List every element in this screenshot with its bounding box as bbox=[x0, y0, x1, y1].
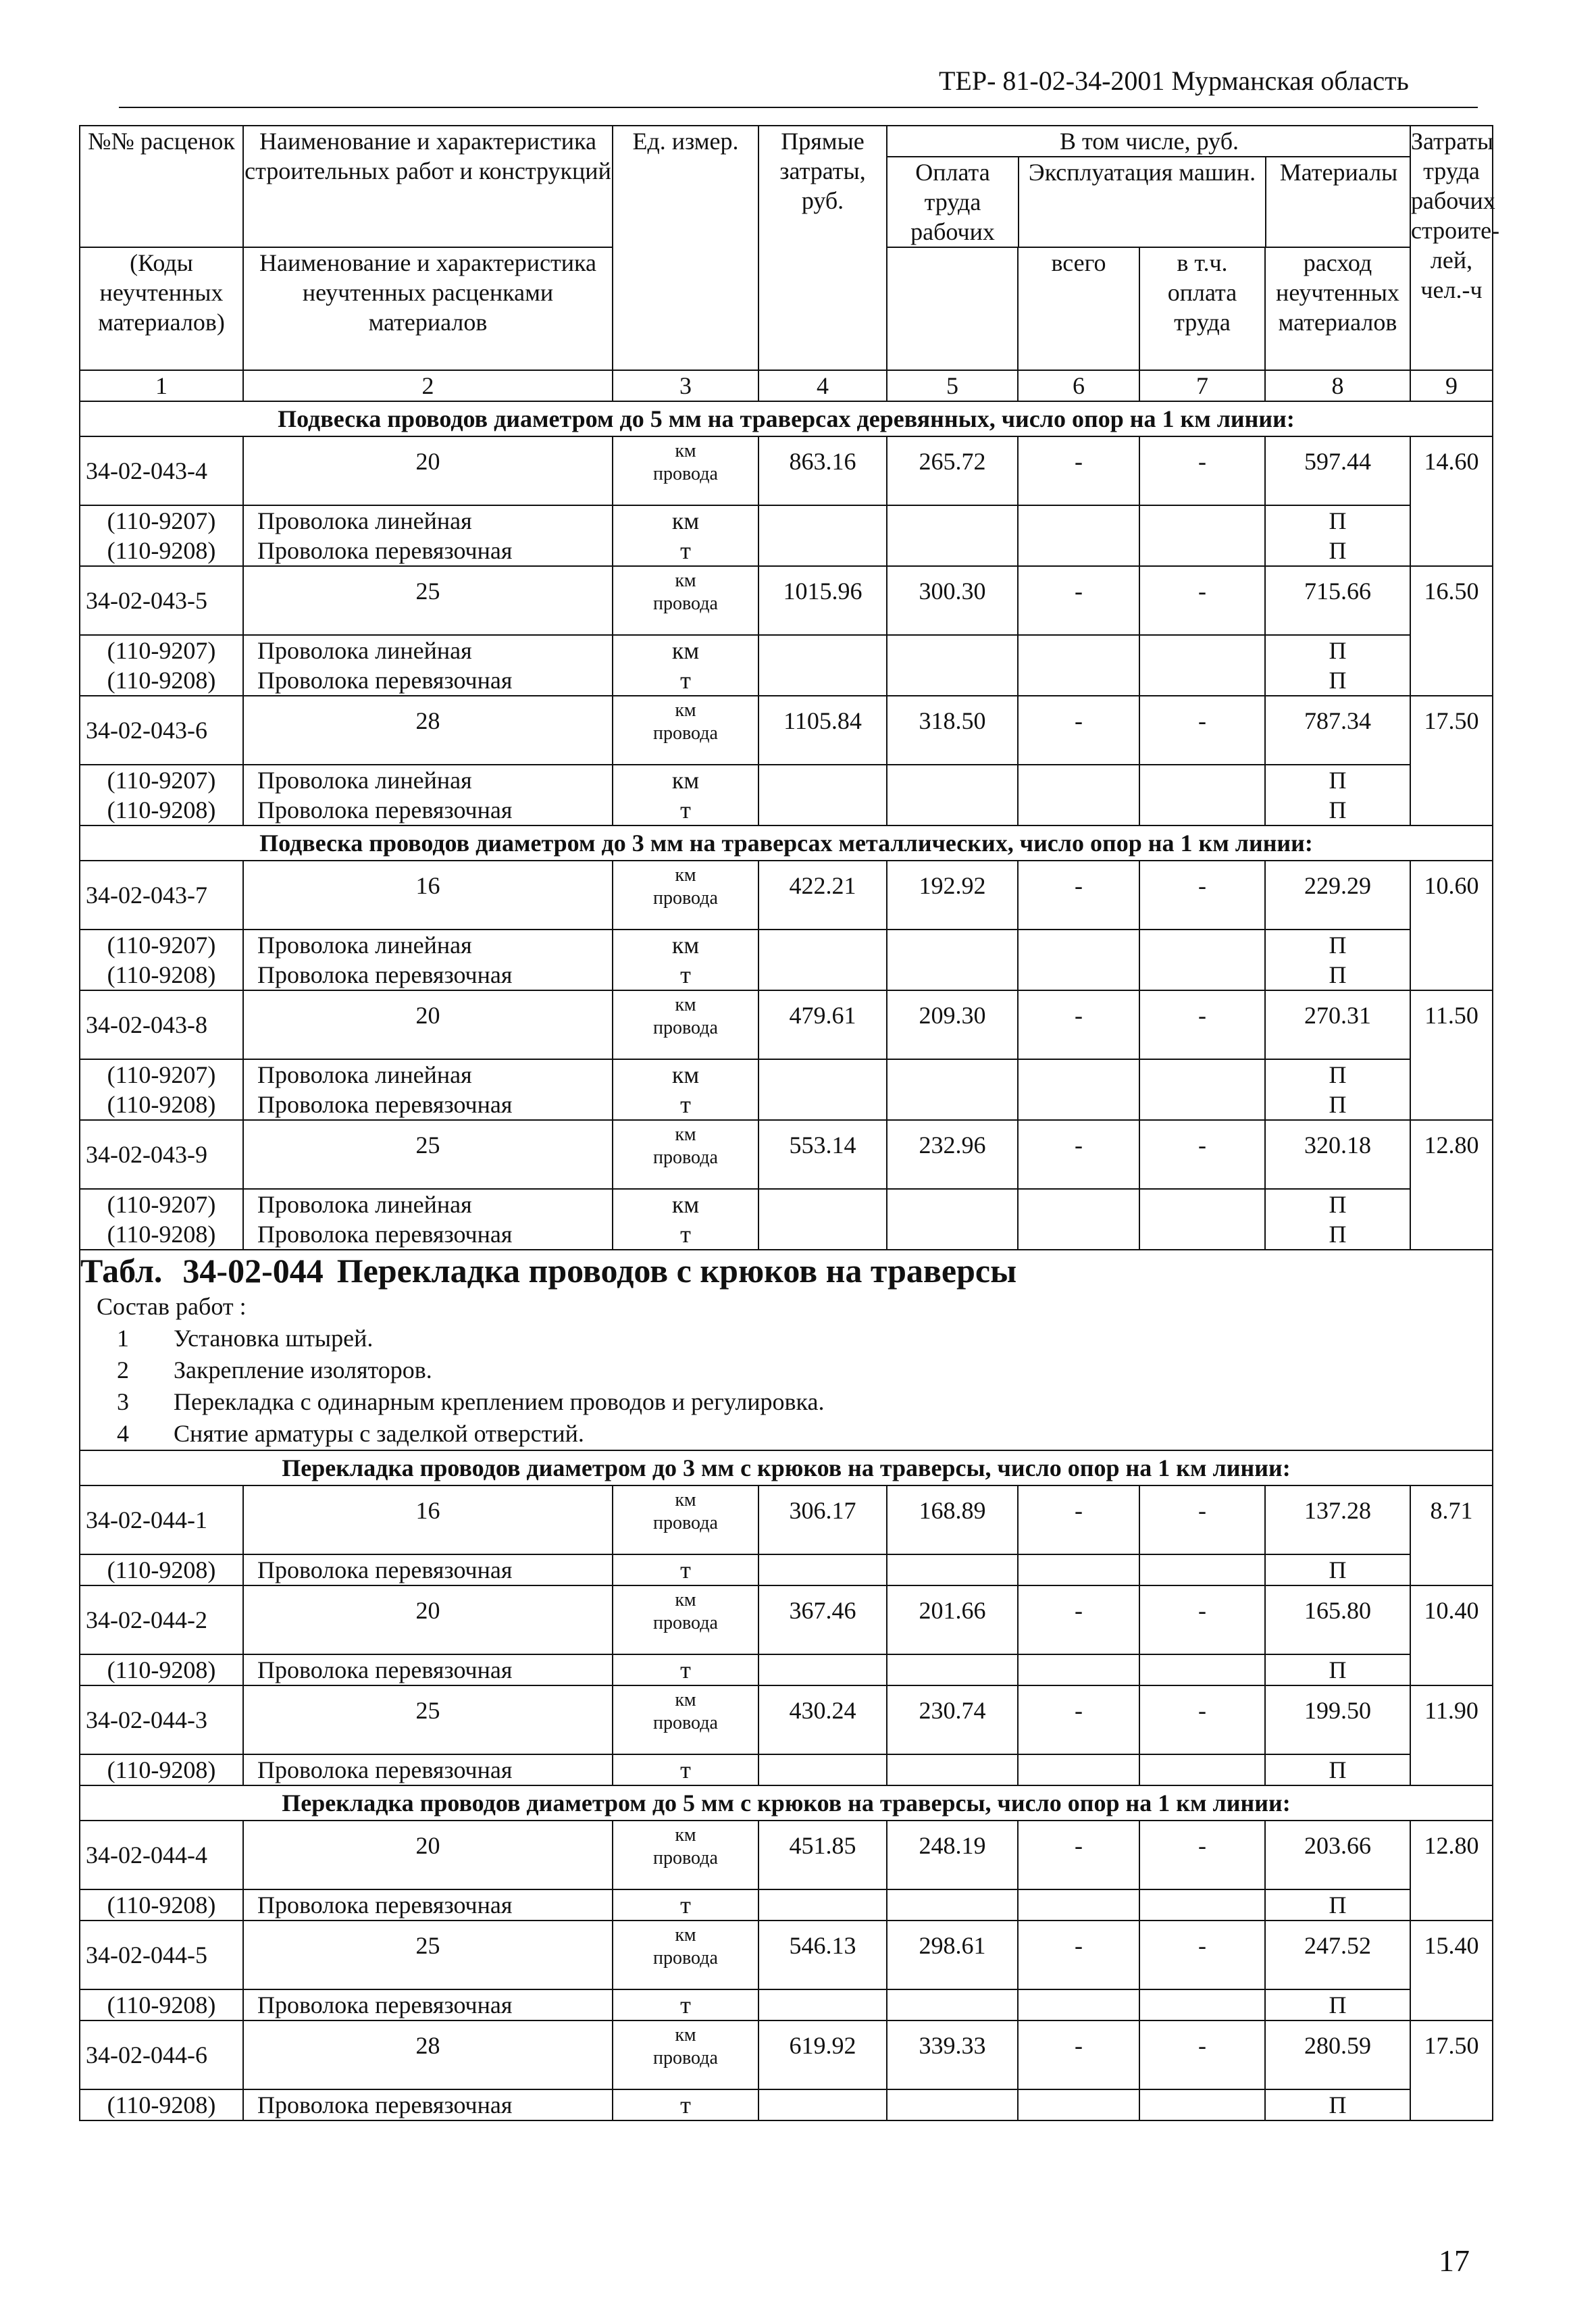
rate-row bbox=[80, 1120, 1493, 1189]
rate-row bbox=[80, 1585, 1493, 1654]
material-flag: П bbox=[1265, 1189, 1410, 1219]
material-name: Проволока линейная bbox=[243, 1059, 613, 1090]
rate-labor-cost: 192.92 bbox=[887, 861, 1018, 930]
column-number: 7 bbox=[1139, 370, 1265, 401]
material-unit: км bbox=[613, 1059, 758, 1090]
rate-materials: 597.44 bbox=[1265, 436, 1410, 505]
material-flag: П bbox=[1265, 1989, 1410, 2020]
rate-machines-total: - bbox=[1018, 861, 1139, 930]
rate-unit: км провода bbox=[613, 2020, 758, 2089]
rate-code: 34-02-044-1 bbox=[80, 1485, 243, 1554]
material-code: (110-9208) bbox=[80, 795, 243, 825]
rate-unit: км провода bbox=[613, 566, 758, 635]
material-code: (110-9208) bbox=[80, 2089, 243, 2120]
column-number: 6 bbox=[1018, 370, 1139, 401]
column-number: 9 bbox=[1410, 370, 1493, 401]
rate-materials: 715.66 bbox=[1265, 566, 1410, 635]
rate-labor-hours: 15.40 bbox=[1410, 1921, 1493, 1989]
column-number: 1 bbox=[80, 370, 243, 401]
rate-machines-total: - bbox=[1018, 990, 1139, 1059]
rate-materials: 270.31 bbox=[1265, 990, 1410, 1059]
material-row bbox=[80, 1989, 1493, 2020]
rate-materials: 280.59 bbox=[1265, 2020, 1410, 2089]
rate-labor-cost: 300.30 bbox=[887, 566, 1018, 635]
rate-machines-labor: - bbox=[1139, 1921, 1265, 1989]
material-name: Проволока перевязочная bbox=[243, 795, 613, 825]
material-unit: т bbox=[613, 665, 758, 696]
material-unit: т bbox=[613, 960, 758, 990]
rate-direct-cost: 619.92 bbox=[758, 2020, 887, 2089]
rate-labor-cost: 232.96 bbox=[887, 1120, 1018, 1189]
rate-machines-labor: - bbox=[1139, 696, 1265, 765]
rate-labor-hours: 16.50 bbox=[1410, 566, 1493, 635]
material-flag: П bbox=[1265, 1754, 1410, 1785]
rate-labor-cost: 298.61 bbox=[887, 1921, 1018, 1989]
material-name: Проволока перевязочная bbox=[243, 1654, 613, 1685]
col-header-machines-total: всего bbox=[1018, 247, 1139, 370]
material-flag: П bbox=[1265, 1059, 1410, 1090]
material-code: (110-9207) bbox=[80, 765, 243, 795]
col-header-unit: Ед. измер. bbox=[613, 126, 758, 370]
material-unit: т bbox=[613, 1754, 758, 1785]
material-flag: П bbox=[1265, 1090, 1410, 1120]
rate-row bbox=[80, 696, 1493, 765]
col-header-machines-labor: в т.ч. оплата труда bbox=[1139, 247, 1265, 370]
col-header-name-materials: Наименование и характеристика неучтенных расценками материалов bbox=[243, 247, 613, 370]
material-unit: т bbox=[613, 1989, 758, 2020]
rate-machines-total: - bbox=[1018, 1585, 1139, 1654]
rate-machines-labor: - bbox=[1139, 861, 1265, 930]
rate-name: 20 bbox=[243, 1585, 613, 1654]
rate-name: 20 bbox=[243, 990, 613, 1059]
material-name: Проволока перевязочная bbox=[243, 1889, 613, 1921]
rate-name: 25 bbox=[243, 566, 613, 635]
column-number: 5 bbox=[887, 370, 1018, 401]
rate-machines-labor: - bbox=[1139, 1685, 1265, 1754]
section-title: Подвеска проводов диаметром до 3 мм на траверсах металлических, число опор на 1 км линии: bbox=[80, 825, 1493, 861]
table-044-title: Табл. 34-02-044 Перекладка проводов с крюков на траверсы bbox=[80, 1252, 1017, 1290]
rate-direct-cost: 553.14 bbox=[758, 1120, 887, 1189]
material-unit: км bbox=[613, 930, 758, 960]
header-row-1 bbox=[80, 126, 1493, 247]
material-code: (110-9207) bbox=[80, 505, 243, 536]
rate-machines-labor: - bbox=[1139, 1585, 1265, 1654]
rate-machines-labor: - bbox=[1139, 1120, 1265, 1189]
material-code: (110-9208) bbox=[80, 1654, 243, 1685]
material-flag: П bbox=[1265, 1554, 1410, 1585]
material-flag: П bbox=[1265, 505, 1410, 536]
col-header-labor: Оплата труда рабочих bbox=[887, 157, 1019, 247]
material-name: Проволока перевязочная bbox=[243, 960, 613, 990]
material-unit: км bbox=[613, 505, 758, 536]
rate-name: 25 bbox=[243, 1120, 613, 1189]
material-row bbox=[80, 1754, 1493, 1785]
material-code: (110-9208) bbox=[80, 536, 243, 566]
rate-unit: км провода bbox=[613, 436, 758, 505]
rate-machines-total: - bbox=[1018, 566, 1139, 635]
material-row bbox=[80, 930, 1493, 960]
material-flag: П bbox=[1265, 536, 1410, 566]
rate-code: 34-02-044-4 bbox=[80, 1821, 243, 1889]
composition-step: 4 Снятие арматуры с заделкой отверстий. bbox=[117, 1420, 584, 1447]
work-composition bbox=[80, 1291, 1492, 1450]
rate-labor-cost: 168.89 bbox=[887, 1485, 1018, 1554]
rate-code: 34-02-044-3 bbox=[80, 1685, 243, 1754]
rate-name: 25 bbox=[243, 1921, 613, 1989]
column-number: 8 bbox=[1265, 370, 1410, 401]
material-name: Проволока линейная bbox=[243, 930, 613, 960]
rate-machines-total: - bbox=[1018, 1921, 1139, 1989]
composition-step: 1 Установка штырей. bbox=[117, 1325, 374, 1352]
rate-materials: 203.66 bbox=[1265, 1821, 1410, 1889]
rate-row bbox=[80, 2020, 1493, 2089]
rate-row bbox=[80, 1821, 1493, 1889]
rate-row bbox=[80, 566, 1493, 635]
material-row bbox=[80, 765, 1493, 795]
material-unit: т bbox=[613, 1654, 758, 1685]
material-name: Проволока перевязочная bbox=[243, 2089, 613, 2120]
rate-labor-hours: 10.60 bbox=[1410, 861, 1493, 930]
rates-table bbox=[79, 125, 1500, 2121]
material-flag: П bbox=[1265, 795, 1410, 825]
rate-labor-cost: 230.74 bbox=[887, 1685, 1018, 1754]
rate-unit: км провода bbox=[613, 1921, 758, 1989]
col-header-labor-cont bbox=[887, 247, 1018, 370]
rate-machines-labor: - bbox=[1139, 436, 1265, 505]
rate-materials: 199.50 bbox=[1265, 1685, 1410, 1754]
rate-labor-hours: 17.50 bbox=[1410, 2020, 1493, 2089]
rate-code: 34-02-044-2 bbox=[80, 1585, 243, 1654]
rate-unit: км провода bbox=[613, 1585, 758, 1654]
rate-unit: км провода bbox=[613, 861, 758, 930]
material-row bbox=[80, 2089, 1493, 2120]
material-flag: П bbox=[1265, 765, 1410, 795]
material-flag: П bbox=[1265, 2089, 1410, 2120]
material-row bbox=[80, 1554, 1493, 1585]
material-name: Проволока перевязочная bbox=[243, 1754, 613, 1785]
material-name: Проволока перевязочная bbox=[243, 1554, 613, 1585]
rate-name: 25 bbox=[243, 1685, 613, 1754]
rate-labor-hours: 11.50 bbox=[1410, 990, 1493, 1059]
material-unit: т bbox=[613, 1554, 758, 1585]
rate-unit: км провода bbox=[613, 1485, 758, 1554]
rate-labor-hours: 11.90 bbox=[1410, 1685, 1493, 1754]
material-row bbox=[80, 635, 1493, 665]
material-flag: П bbox=[1265, 1654, 1410, 1685]
rate-labor-hours: 12.80 bbox=[1410, 1120, 1493, 1189]
material-row bbox=[80, 1889, 1493, 1921]
material-name: Проволока перевязочная bbox=[243, 1989, 613, 2020]
rate-labor-cost: 265.72 bbox=[887, 436, 1018, 505]
rate-row bbox=[80, 990, 1493, 1059]
rate-unit: км провода bbox=[613, 1120, 758, 1189]
rate-row bbox=[80, 1685, 1493, 1754]
material-flag: П bbox=[1265, 930, 1410, 960]
material-unit: км bbox=[613, 1189, 758, 1219]
rate-code: 34-02-043-4 bbox=[80, 436, 243, 505]
material-row bbox=[80, 1059, 1493, 1090]
rate-direct-cost: 422.21 bbox=[758, 861, 887, 930]
material-code: (110-9208) bbox=[80, 1889, 243, 1921]
rate-labor-cost: 339.33 bbox=[887, 2020, 1018, 2089]
material-code: (110-9208) bbox=[80, 1219, 243, 1250]
rate-direct-cost: 863.16 bbox=[758, 436, 887, 505]
material-unit: т bbox=[613, 536, 758, 566]
rate-labor-hours: 14.60 bbox=[1410, 436, 1493, 505]
rate-materials: 787.34 bbox=[1265, 696, 1410, 765]
rate-direct-cost: 451.85 bbox=[758, 1821, 887, 1889]
material-name: Проволока линейная bbox=[243, 635, 613, 665]
composition-step: 2 Закрепление изоляторов. bbox=[117, 1356, 432, 1383]
column-number: 4 bbox=[758, 370, 887, 401]
rate-unit: км провода bbox=[613, 1685, 758, 1754]
rate-direct-cost: 546.13 bbox=[758, 1921, 887, 1989]
rate-labor-cost: 209.30 bbox=[887, 990, 1018, 1059]
column-numbers-row bbox=[80, 370, 1493, 401]
rate-machines-total: - bbox=[1018, 1821, 1139, 1889]
section-title: Перекладка проводов диаметром до 3 мм с крюков на траверсы, число опор на 1 км линии: bbox=[80, 1450, 1493, 1485]
page-number: 17 bbox=[1439, 2243, 1470, 2278]
rate-machines-labor: - bbox=[1139, 2020, 1265, 2089]
section-title: Подвеска проводов диаметром до 5 мм на траверсах деревянных, число опор на 1 км линии: bbox=[80, 401, 1493, 436]
column-number: 3 bbox=[613, 370, 758, 401]
rate-row bbox=[80, 861, 1493, 930]
material-code: (110-9208) bbox=[80, 1754, 243, 1785]
rate-machines-total: - bbox=[1018, 1120, 1139, 1189]
rate-machines-total: - bbox=[1018, 436, 1139, 505]
rate-unit: км провода bbox=[613, 696, 758, 765]
rate-direct-cost: 367.46 bbox=[758, 1585, 887, 1654]
rate-code: 34-02-043-6 bbox=[80, 696, 243, 765]
material-name: Проволока линейная bbox=[243, 505, 613, 536]
rate-code: 34-02-043-9 bbox=[80, 1120, 243, 1189]
material-code: (110-9207) bbox=[80, 1189, 243, 1219]
rate-name: 20 bbox=[243, 436, 613, 505]
rate-code: 34-02-043-8 bbox=[80, 990, 243, 1059]
material-unit: т bbox=[613, 1219, 758, 1250]
material-code: (110-9208) bbox=[80, 1090, 243, 1120]
composition-step: 3 Перекладка с одинарным креплением проводов и регулировка. bbox=[117, 1388, 825, 1415]
material-unit: т bbox=[613, 795, 758, 825]
rate-materials: 165.80 bbox=[1265, 1585, 1410, 1654]
material-code: (110-9208) bbox=[80, 1554, 243, 1585]
material-name: Проволока линейная bbox=[243, 1189, 613, 1219]
col-header-machines: Эксплуатация машин. bbox=[1019, 157, 1266, 247]
material-code: (110-9208) bbox=[80, 665, 243, 696]
material-flag: П bbox=[1265, 1889, 1410, 1921]
material-code: (110-9208) bbox=[80, 1989, 243, 2020]
material-flag: П bbox=[1265, 1219, 1410, 1250]
rate-name: 16 bbox=[243, 1485, 613, 1554]
rate-machines-labor: - bbox=[1139, 1821, 1265, 1889]
material-flag: П bbox=[1265, 635, 1410, 665]
col-header-code-materials: (Коды неучтенных материалов) bbox=[80, 247, 243, 370]
rate-machines-labor: - bbox=[1139, 990, 1265, 1059]
material-name: Проволока линейная bbox=[243, 765, 613, 795]
material-row bbox=[80, 1654, 1493, 1685]
rate-name: 20 bbox=[243, 1821, 613, 1889]
rate-unit: км провода bbox=[613, 1821, 758, 1889]
rate-labor-cost: 248.19 bbox=[887, 1821, 1018, 1889]
rate-row bbox=[80, 1921, 1493, 1989]
rate-labor-cost: 201.66 bbox=[887, 1585, 1018, 1654]
rate-labor-hours: 17.50 bbox=[1410, 696, 1493, 765]
rate-labor-hours: 10.40 bbox=[1410, 1585, 1493, 1654]
rate-machines-labor: - bbox=[1139, 566, 1265, 635]
col-header-code: №№ расценок bbox=[80, 126, 243, 247]
col-header-hours: Затраты труда рабочих строите-лей, чел.-ч bbox=[1410, 126, 1493, 370]
material-row bbox=[80, 505, 1493, 536]
col-header-materials: Материалы bbox=[1279, 159, 1398, 186]
incl-group bbox=[887, 126, 1410, 247]
rate-machines-labor: - bbox=[1139, 1485, 1265, 1554]
rate-code: 34-02-044-6 bbox=[80, 2020, 243, 2089]
material-unit: т bbox=[613, 1889, 758, 1921]
material-unit: т bbox=[613, 2089, 758, 2120]
material-code: (110-9207) bbox=[80, 635, 243, 665]
section-title: Перекладка проводов диаметром до 5 мм с крюков на траверсы, число опор на 1 км линии: bbox=[80, 1785, 1493, 1821]
rate-direct-cost: 479.61 bbox=[758, 990, 887, 1059]
rate-code: 34-02-044-5 bbox=[80, 1921, 243, 1989]
rate-unit: км провода bbox=[613, 990, 758, 1059]
column-number: 2 bbox=[243, 370, 613, 401]
material-code: (110-9208) bbox=[80, 960, 243, 990]
material-unit: км bbox=[613, 765, 758, 795]
header-rule bbox=[119, 107, 1478, 108]
rate-code: 34-02-043-7 bbox=[80, 861, 243, 930]
material-row bbox=[80, 1189, 1493, 1219]
rate-name: 28 bbox=[243, 696, 613, 765]
material-unit: км bbox=[613, 635, 758, 665]
material-code: (110-9207) bbox=[80, 1059, 243, 1090]
col-header-materials-unaccounted: расход неучтенных материалов bbox=[1265, 247, 1410, 370]
material-flag: П bbox=[1265, 665, 1410, 696]
rate-direct-cost: 306.17 bbox=[758, 1485, 887, 1554]
rate-direct-cost: 1105.84 bbox=[758, 696, 887, 765]
col-header-name: Наименование и характеристика строительных работ и конструкций bbox=[243, 126, 613, 247]
material-name: Проволока перевязочная bbox=[243, 1090, 613, 1120]
rate-name: 16 bbox=[243, 861, 613, 930]
rate-labor-cost: 318.50 bbox=[887, 696, 1018, 765]
rate-materials: 229.29 bbox=[1265, 861, 1410, 930]
col-header-incl: В том числе, руб. bbox=[887, 126, 1411, 157]
rate-row bbox=[80, 1485, 1493, 1554]
rate-row bbox=[80, 436, 1493, 505]
rate-machines-total: - bbox=[1018, 696, 1139, 765]
rate-labor-hours: 8.71 bbox=[1410, 1485, 1493, 1554]
material-name: Проволока перевязочная bbox=[243, 536, 613, 566]
material-name: Проволока перевязочная bbox=[243, 665, 613, 696]
rate-code: 34-02-043-5 bbox=[80, 566, 243, 635]
rate-labor-hours: 12.80 bbox=[1410, 1821, 1493, 1889]
rate-name: 28 bbox=[243, 2020, 613, 2089]
rate-direct-cost: 430.24 bbox=[758, 1685, 887, 1754]
rate-machines-total: - bbox=[1018, 1685, 1139, 1754]
material-code: (110-9207) bbox=[80, 930, 243, 960]
table-044-block bbox=[80, 1250, 1493, 1450]
col-header-direct: Прямые затраты, руб. bbox=[758, 126, 887, 370]
composition-label: Состав работ : bbox=[97, 1293, 247, 1320]
rate-materials: 137.28 bbox=[1265, 1485, 1410, 1554]
page-header: ТЕР- 81-02-34-2001 Мурманская область bbox=[939, 66, 1409, 96]
material-flag: П bbox=[1265, 960, 1410, 990]
rate-machines-total: - bbox=[1018, 1485, 1139, 1554]
rate-machines-total: - bbox=[1018, 2020, 1139, 2089]
material-name: Проволока перевязочная bbox=[243, 1219, 613, 1250]
rate-direct-cost: 1015.96 bbox=[758, 566, 887, 635]
rate-materials: 320.18 bbox=[1265, 1120, 1410, 1189]
rate-materials: 247.52 bbox=[1265, 1921, 1410, 1989]
material-unit: т bbox=[613, 1090, 758, 1120]
